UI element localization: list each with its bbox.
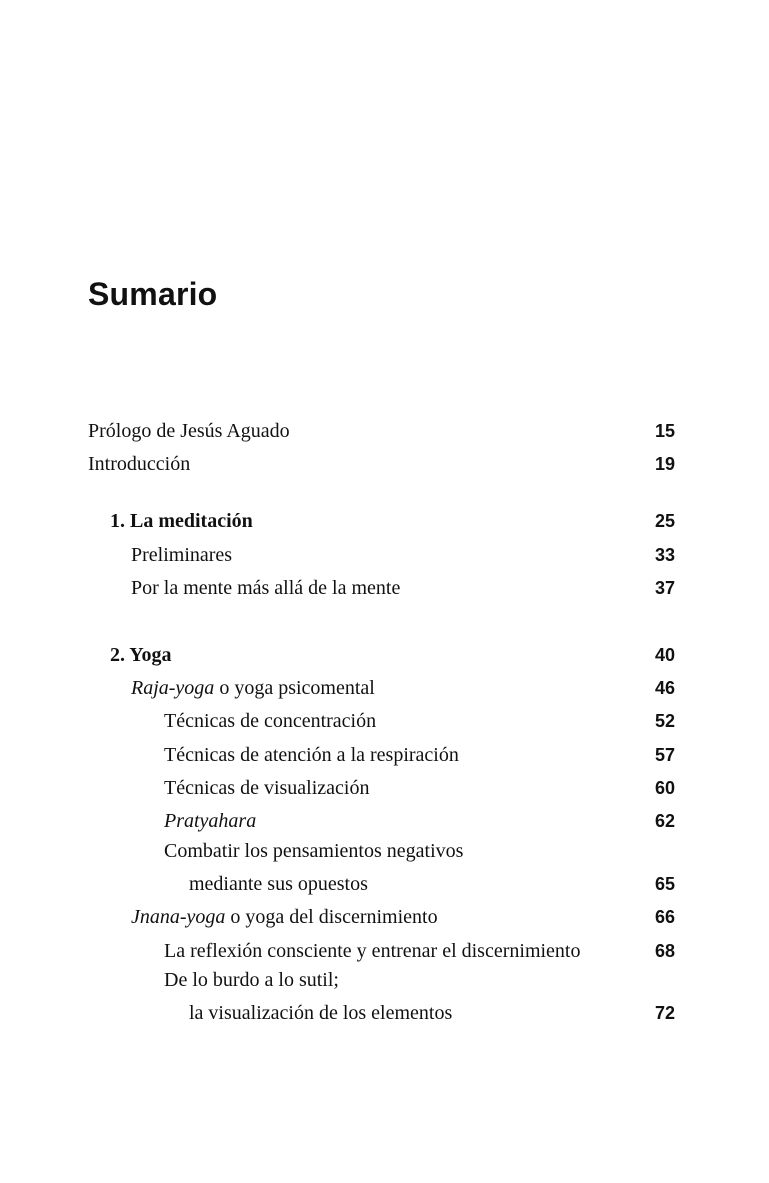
toc-entry-title: Técnicas de concentración — [164, 710, 377, 732]
toc-entry-title: Prólogo de Jesús Aguado — [88, 420, 290, 442]
toc-entry-page: 40 — [654, 645, 675, 665]
toc-entry-burdo-line2 — [0, 999, 769, 1027]
toc-entry-combatir-line2 — [0, 870, 769, 898]
toc-entry-page: 65 — [654, 874, 675, 894]
toc-entry-page: 62 — [654, 811, 675, 831]
toc-entry-italic-term: Pratyahara — [164, 810, 257, 832]
toc-entry-por-la-mente — [0, 574, 769, 602]
toc-entry-page: 60 — [654, 778, 675, 798]
toc-entry-page: 37 — [654, 578, 675, 598]
toc-entry-respiracion — [0, 741, 769, 769]
toc-entry-concentracion — [0, 707, 769, 735]
toc-entry-prologo — [0, 417, 769, 445]
toc-entry-title: De lo burdo a lo sutil; — [164, 969, 339, 991]
toc-entry-preliminares — [0, 541, 769, 569]
toc-entry-introduccion — [0, 450, 769, 478]
toc-entry-title — [131, 674, 375, 702]
toc-chapter-title: 1. La meditación — [110, 510, 253, 532]
toc-entry-page: 46 — [654, 678, 675, 698]
toc-chapter-meditacion — [0, 507, 769, 535]
toc-entry-pratyahara — [0, 807, 769, 835]
toc-entry-page: 15 — [654, 421, 675, 441]
toc-entry-title: Combatir los pensamientos negativos — [164, 840, 464, 862]
toc-entry-title: Introducción — [88, 453, 191, 475]
toc-entry-page: 25 — [654, 511, 675, 531]
toc-entry-reflexion — [0, 937, 769, 965]
toc-entry-page: 72 — [654, 1003, 675, 1023]
toc-entry-italic-term: Raja-yoga — [131, 677, 215, 699]
toc-chapter-title: 2. Yoga — [110, 644, 172, 666]
toc-entry-italic-term: Jnana-yoga — [131, 906, 226, 928]
toc-entry-title — [164, 807, 256, 835]
toc-entry-title: Técnicas de atención a la respiración — [164, 744, 459, 766]
toc-entry-title-continuation: mediante sus opuestos — [189, 873, 368, 895]
toc-entry-combatir-line1 — [0, 837, 769, 865]
toc-entry-raja-yoga — [0, 674, 769, 702]
toc-entry-title: La reflexión consciente y entrenar el discernimiento — [164, 940, 581, 962]
toc-entry-page: 52 — [654, 711, 675, 731]
toc-entry-title-rest: o yoga del discernimiento — [225, 906, 438, 928]
toc-entry-page: 68 — [654, 941, 675, 961]
toc-entry-visualizacion — [0, 774, 769, 802]
toc-entry-page: 19 — [654, 454, 675, 474]
toc-entry-title — [131, 903, 438, 931]
toc-entry-title-rest: o yoga psicomental — [214, 677, 375, 699]
toc-entry-title: Técnicas de visualización — [164, 777, 370, 799]
toc-entry-title-continuation: la visualización de los elementos — [189, 1002, 453, 1024]
toc-entry-page: 33 — [654, 545, 675, 565]
toc-entry-title: Preliminares — [131, 544, 233, 566]
toc-entry-burdo-line1 — [0, 966, 769, 994]
toc-chapter-yoga — [0, 641, 769, 669]
toc-entry-page: 57 — [654, 745, 675, 765]
toc-entry-title: Por la mente más allá de la mente — [131, 577, 401, 599]
page-title: Sumario — [88, 276, 218, 312]
toc-entry-jnana-yoga — [0, 903, 769, 931]
toc-entry-page: 66 — [654, 907, 675, 927]
